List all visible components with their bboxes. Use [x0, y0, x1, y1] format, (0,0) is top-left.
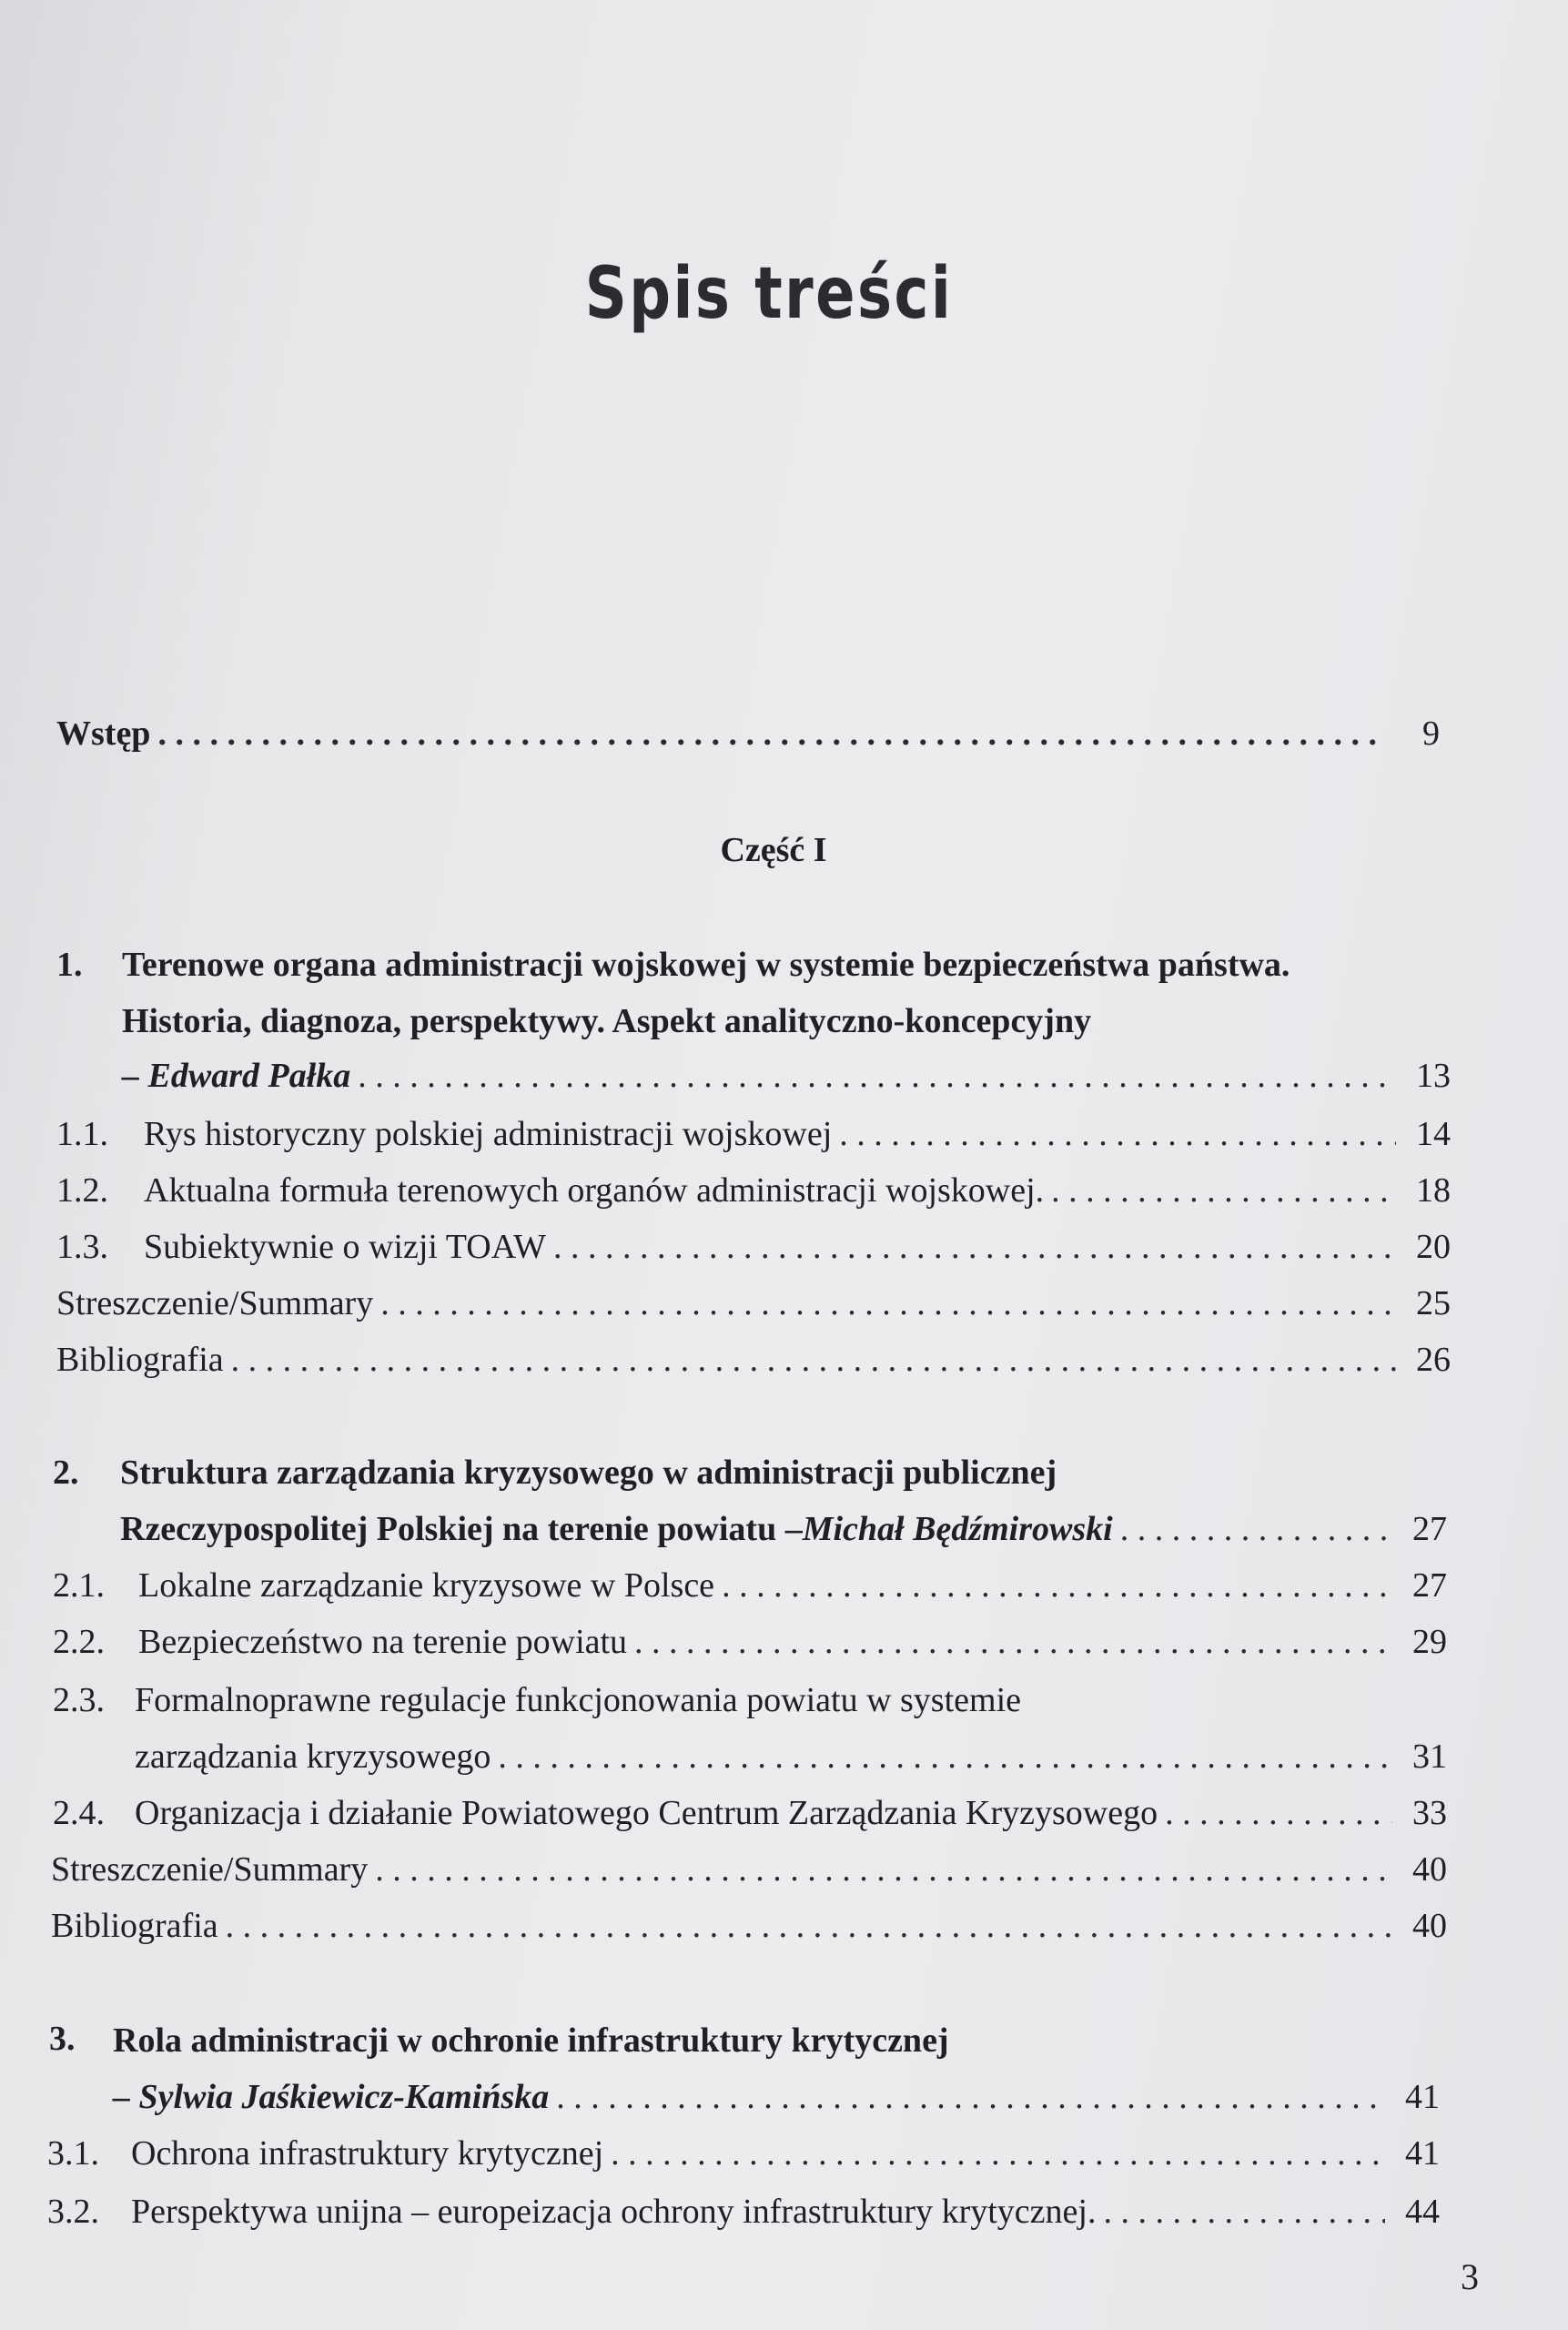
chapter-title-line[interactable]: Historia, diagnoza, perspektywy. Aspekt analityczno-koncepcyjny — [122, 1002, 1092, 1040]
section-number: 3.1. — [47, 2134, 99, 2173]
toc-page-number: 41 — [1405, 2078, 1440, 2116]
section-title: Streszczenie/Summary — [51, 1850, 369, 1889]
toc-page-number: 29 — [1412, 1623, 1447, 1661]
toc-page-number: 27 — [1412, 1566, 1447, 1605]
toc-entry-section[interactable] — [47, 2192, 1440, 2232]
section-title: Streszczenie/Summary — [56, 1284, 374, 1322]
toc-entry-section[interactable] — [53, 1622, 1447, 1662]
section-number: 1.3. — [56, 1228, 108, 1266]
section-title: Lokalne zarządzanie kryzysowe w Polsce — [138, 1566, 715, 1605]
toc-entry-section[interactable] — [56, 1170, 1451, 1211]
toc-page-number: 14 — [1416, 1115, 1451, 1153]
chapter-title-line[interactable]: Struktura zarządzania kryzysowego w administracji publicznej — [120, 1454, 1057, 1492]
toc-page-number: 41 — [1405, 2134, 1440, 2173]
section-number: 1.1. — [56, 1115, 108, 1153]
page-title: Spis treści — [584, 253, 954, 335]
toc-leader-dots — [1165, 1793, 1392, 1833]
section-title: Bibliografia — [56, 1341, 224, 1379]
toc-entry-chapter2-author[interactable] — [120, 1509, 1447, 1549]
toc-page-number: 40 — [1412, 1907, 1447, 1945]
chapter-author: Michał Będźmirowski — [802, 1510, 1113, 1548]
toc-leader-dots — [839, 1114, 1396, 1154]
part-heading: Część I — [720, 831, 827, 869]
toc-page-number: 44 — [1405, 2193, 1440, 2231]
toc-leader-dots — [556, 2077, 1385, 2117]
toc-leader-dots — [358, 1056, 1396, 1096]
toc-entry-bibliography[interactable] — [56, 1340, 1451, 1380]
toc-leader-dots — [1051, 1170, 1396, 1211]
toc-leader-dots — [553, 1227, 1396, 1267]
toc-page-number: 26 — [1416, 1341, 1451, 1379]
toc-page-number: 9 — [1422, 714, 1440, 753]
toc-leader-dots — [157, 714, 1385, 754]
toc-leader-dots — [498, 1737, 1392, 1777]
section-title[interactable]: Formalnoprawne regulacje funkcjonowania powiatu w systemie — [135, 1681, 1021, 1719]
toc-page-number: 31 — [1412, 1737, 1447, 1776]
toc-leader-dots — [634, 1622, 1392, 1662]
chapter-title-line[interactable]: Rola administracji w ochronie infrastruktury krytycznej — [113, 2021, 949, 2060]
toc-entry-section[interactable] — [53, 1565, 1447, 1606]
section-title: Perspektywa unijna – europeizacja ochrony infrastruktury krytycznej. — [131, 2193, 1097, 2231]
section-title: Bezpieczeństwo na terenie powiatu — [138, 1623, 628, 1661]
toc-page-number: 18 — [1416, 1171, 1451, 1210]
toc-page-number: 40 — [1412, 1850, 1447, 1889]
chapter-number: 2. — [53, 1454, 79, 1492]
toc-leader-dots — [375, 1849, 1392, 1889]
section-title: Rys historyczny polskiej administracji wojskowej — [144, 1115, 833, 1153]
chapter-title-line: Rzeczypospolitej Polskiej na terenie powiatu – — [120, 1510, 803, 1548]
section-number: 2.4. — [53, 1794, 105, 1832]
chapter-number: 3. — [49, 2020, 76, 2058]
chapter-author: – Edward Pałka — [122, 1057, 351, 1095]
toc-leader-dots — [380, 1283, 1396, 1323]
toc-entry-chapter1-author[interactable] — [122, 1056, 1451, 1096]
section-title: Bibliografia — [51, 1907, 218, 1945]
toc-page-number: 13 — [1416, 1057, 1451, 1095]
toc-entry-summary[interactable] — [56, 1283, 1451, 1323]
toc-entry-section[interactable] — [56, 1227, 1451, 1267]
section-title: Ochrona infrastruktury krytycznej — [131, 2134, 604, 2173]
section-number: 2.1. — [53, 1566, 105, 1605]
toc-entry-bibliography[interactable] — [51, 1906, 1447, 1946]
chapter-number: 1. — [56, 946, 83, 984]
toc-entry-section[interactable] — [135, 1737, 1447, 1777]
toc-leader-dots — [231, 1340, 1396, 1380]
section-number: 3.2. — [47, 2193, 99, 2231]
section-title: Aktualna formuła terenowych organów administracji wojskowej. — [144, 1171, 1045, 1210]
section-title: Organizacja i działanie Powiatowego Centrum Zarządzania Kryzysowego — [135, 1794, 1158, 1832]
toc-page-number: 33 — [1412, 1794, 1447, 1832]
toc-page-number: 20 — [1416, 1228, 1451, 1266]
section-number: 1.2. — [56, 1171, 108, 1210]
toc-leader-dots — [1120, 1509, 1392, 1549]
toc-leader-dots — [226, 1906, 1392, 1946]
toc-entry-section[interactable] — [56, 1114, 1451, 1154]
chapter-author: – Sylwia Jaśkiewicz-Kamińska — [113, 2078, 550, 2116]
chapter-title-line[interactable]: Terenowe organa administracji wojskowej w systemie bezpieczeństwa państwa. — [122, 946, 1290, 984]
toc-leader-dots — [722, 1565, 1392, 1606]
toc-entry-chapter3-author[interactable] — [113, 2077, 1440, 2117]
toc-entry-section[interactable] — [47, 2133, 1440, 2173]
section-title: zarządzania kryzysowego — [135, 1737, 491, 1776]
toc-page-number: 25 — [1416, 1284, 1451, 1322]
toc-entry-intro[interactable] — [56, 714, 1440, 754]
toc-entry-summary[interactable] — [51, 1849, 1447, 1889]
section-number: 2.2. — [53, 1623, 105, 1661]
toc-page-number: 27 — [1412, 1510, 1447, 1548]
section-number: 2.3. — [53, 1681, 105, 1719]
page-number: 3 — [1461, 2256, 1479, 2297]
toc-entry-label: Wstęp — [56, 714, 151, 753]
toc-leader-dots — [611, 2133, 1385, 2173]
section-title: Subiektywnie o wizji TOAW — [144, 1228, 547, 1266]
toc-leader-dots — [1103, 2192, 1385, 2232]
toc-entry-section[interactable] — [53, 1793, 1447, 1833]
